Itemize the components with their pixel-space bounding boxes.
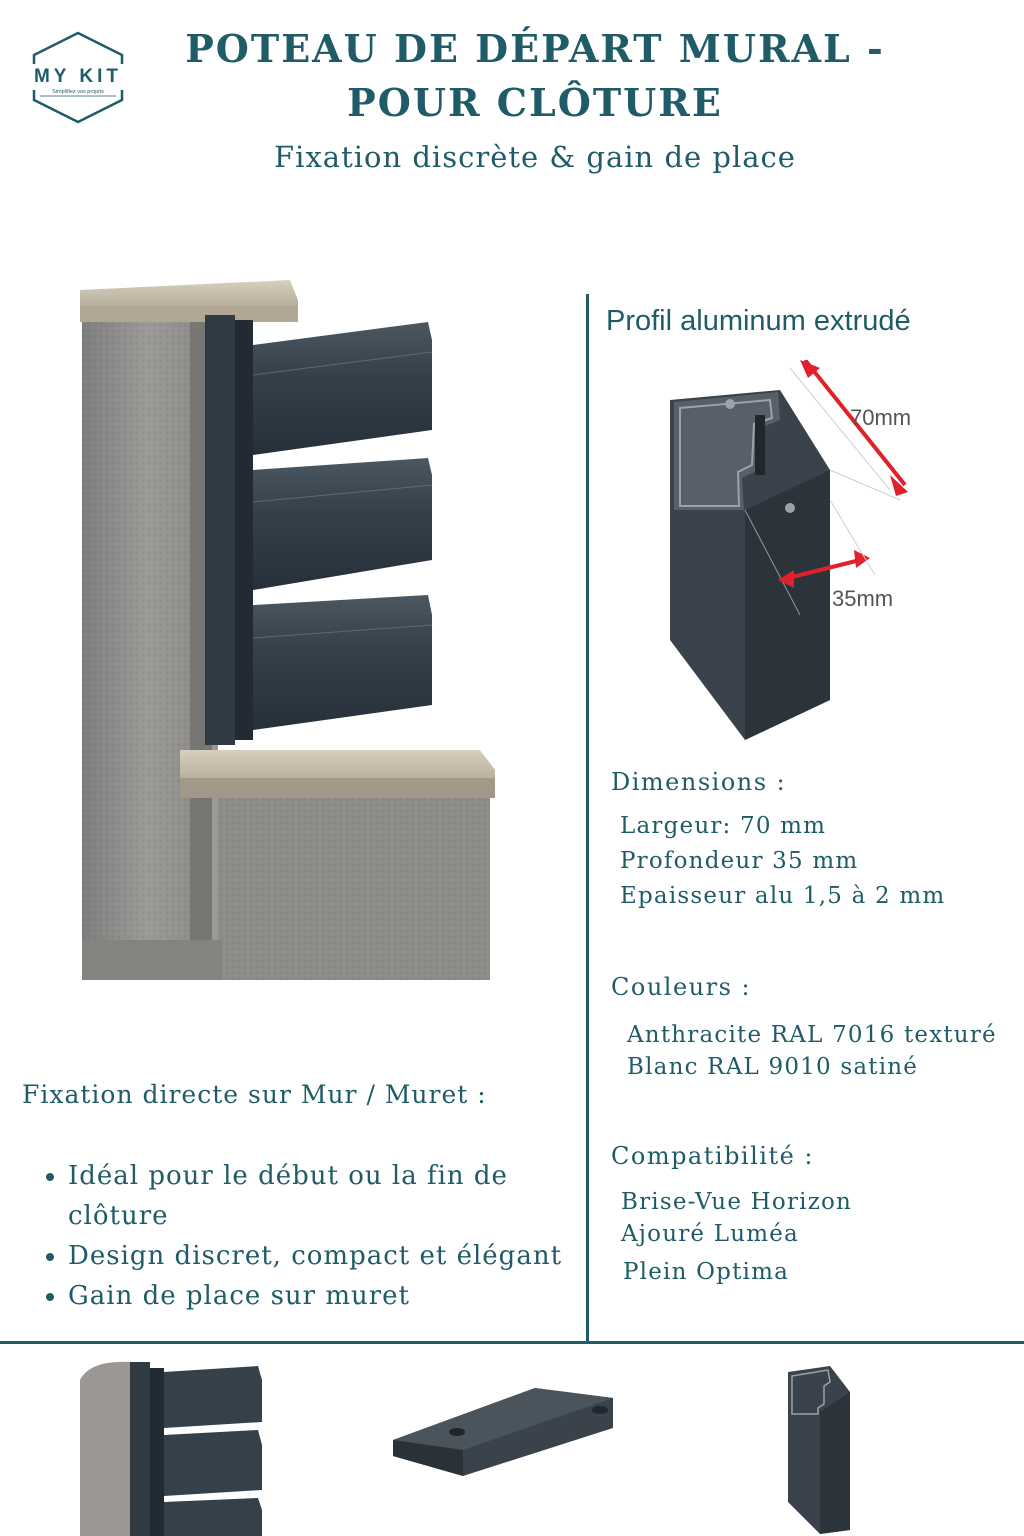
compat-item-optima: Plein Optima: [623, 1259, 790, 1285]
thumbnail-wall-detail: [70, 1360, 270, 1536]
compat-item-horizon: Brise-Vue Horizon: [621, 1189, 853, 1215]
profile-title: Profil aluminum extrudé: [606, 305, 911, 337]
dim-depth-label: 35mm: [832, 586, 894, 611]
logo-text: MY KIT: [33, 66, 123, 87]
page-title: [150, 22, 920, 130]
color-anthracite: Anthracite RAL 7016 texturé: [627, 1022, 997, 1048]
dimension-thickness: Epaisseur alu 1,5 à 2 mm: [620, 883, 946, 909]
horizontal-divider: [0, 1341, 1024, 1344]
color-white: Blanc RAL 9010 satiné: [627, 1054, 919, 1080]
compat-item-lumea: Ajouré Luméa: [621, 1221, 799, 1247]
wall-post-illustration: [70, 270, 510, 990]
title-line-2: POUR CLÔTURE: [347, 80, 723, 125]
fixation-heading: Fixation directe sur Mur / Muret :: [22, 1080, 487, 1109]
page-subtitle: Fixation discrète & gain de place: [274, 140, 796, 174]
brand-logo: [18, 30, 138, 125]
thumbnail-base-plate: [385, 1380, 625, 1490]
profile-diagram: [660, 360, 960, 750]
bullet-item: • Gain de place sur muret: [68, 1276, 608, 1316]
thumbnail-profile: [780, 1362, 870, 1534]
fixation-bullet-list: [20, 1156, 608, 1316]
dimension-depth: Profondeur 35 mm: [620, 848, 859, 874]
dimension-width: Largeur: 70 mm: [620, 813, 827, 839]
bullet-item: • Design discret, compact et élégant: [68, 1236, 608, 1276]
bullet-item: • Idéal pour le début ou la fin de clôture: [68, 1156, 608, 1236]
compat-heading: Compatibilité :: [611, 1142, 815, 1170]
colors-heading: Couleurs :: [611, 973, 752, 1001]
dimensions-heading: Dimensions :: [611, 768, 787, 796]
title-line-1: POTEAU DE DÉPART MURAL -: [185, 26, 885, 71]
dim-width-label: 70mm: [850, 405, 912, 430]
logo-tagline: Simplifiez vos projets: [52, 89, 104, 95]
